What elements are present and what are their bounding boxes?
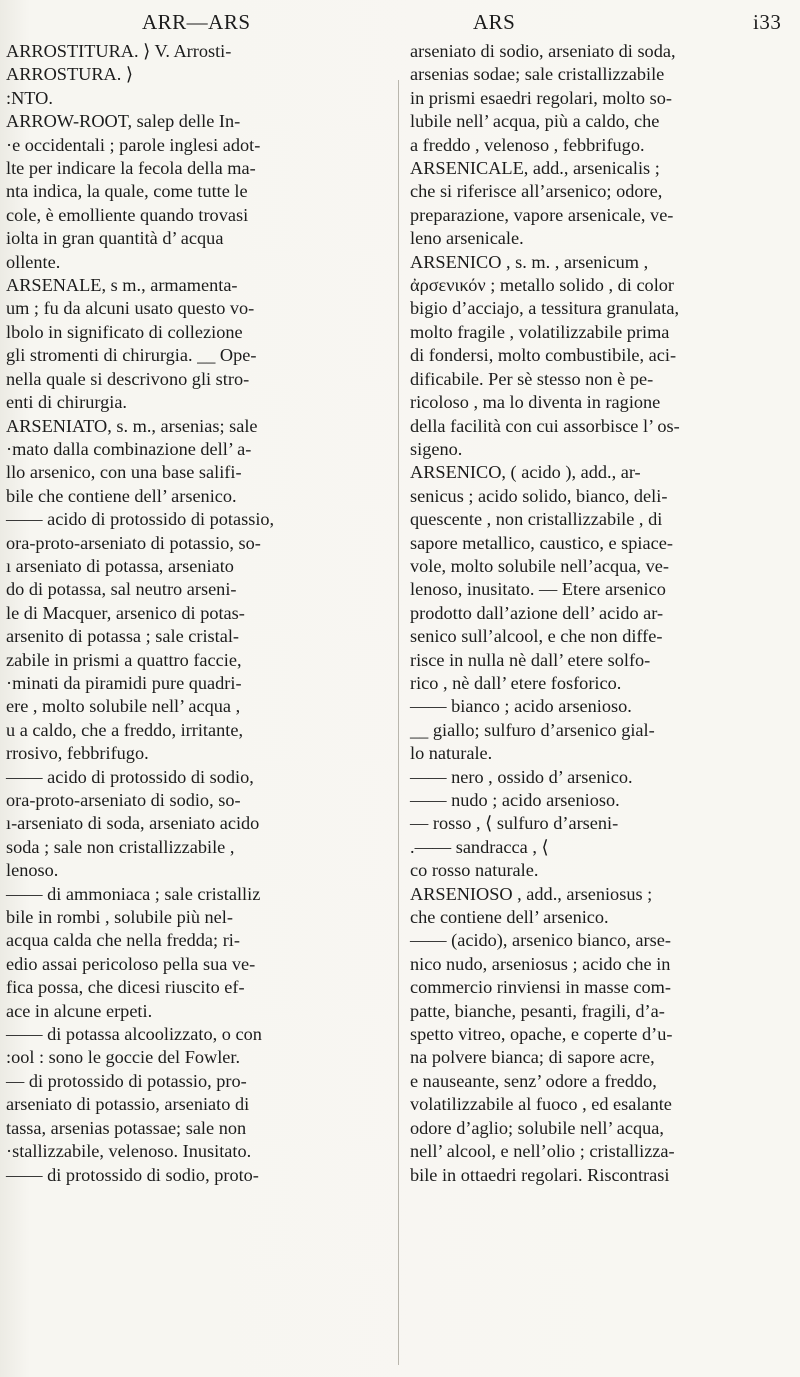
text-line: —— (acido), arsenico bianco, arse- bbox=[410, 930, 671, 951]
text-line: odore d’aglio; solubile nell’ acqua, bbox=[410, 1117, 664, 1138]
text-line: ἀρσενικόν ; metallo solido , di color bbox=[410, 275, 675, 296]
running-head-left-title: ARR—ARS bbox=[142, 10, 251, 34]
text-line: edio assai pericoloso pella sua ve- bbox=[6, 953, 256, 974]
text-line: arsenias sodae; sale cristallizzabile bbox=[410, 64, 665, 85]
text-line: do di potassa, sal neutro arseni- bbox=[6, 579, 237, 600]
text-line: le di Macquer, arsenico di potas- bbox=[6, 602, 245, 623]
text-line: —— di potassa alcoolizzato, o con bbox=[6, 1024, 262, 1045]
text-line: —— nero , ossido d’ arsenico. bbox=[410, 766, 633, 787]
text-line: ı-arseniato di soda, arseniato acido bbox=[6, 813, 260, 834]
text-line: in prismi esaedri regolari, molto so- bbox=[410, 87, 672, 108]
text-line: patte, bianche, pesanti, fragili, d’a- bbox=[410, 1000, 665, 1021]
text-line: — di protossido di potassio, pro- bbox=[6, 1070, 247, 1091]
text-line: co rosso naturale. bbox=[410, 860, 539, 881]
text-line: senicus ; acido solido, bianco, deli- bbox=[410, 485, 668, 506]
text-line: :NTO. bbox=[6, 87, 53, 108]
text-line: spetto vitreo, opache, e coperte d’u- bbox=[410, 1024, 673, 1045]
running-head-right bbox=[473, 10, 782, 36]
text-line: lo naturale. bbox=[410, 743, 493, 764]
text-line: della facilità con cui assorbisce l’ os- bbox=[410, 415, 680, 436]
text-line: leno arsenicale. bbox=[410, 228, 524, 249]
text-line: —— di protossido di sodio, proto- bbox=[6, 1164, 259, 1185]
text-line: che si riferisce all’arsenico; odore, bbox=[410, 181, 663, 202]
text-line: um ; fu da alcuni usato questo vo- bbox=[6, 298, 255, 319]
text-line: nell’ alcool, e nell’olio ; cristallizza- bbox=[410, 1141, 675, 1162]
text-line: soda ; sale non cristallizzabile , bbox=[6, 836, 235, 857]
text-line: tassa, arsenias potassae; sale non bbox=[6, 1117, 247, 1138]
text-line: prodotto dall’azione dell’ acido ar- bbox=[410, 602, 664, 623]
text-line: —— bianco ; acido arsenioso. bbox=[410, 696, 632, 717]
text-line: lenoso. bbox=[6, 860, 59, 881]
text-line: ARSENICO , s. m. , arsenicum , bbox=[410, 251, 649, 272]
text-line: a freddo , velenoso , febbrifugo. bbox=[410, 134, 645, 155]
text-line: lenoso, inusitato. — Etere arsenico bbox=[410, 579, 666, 600]
text-line: ARSENIOSO , add., arseniosus ; bbox=[410, 883, 653, 904]
text-line: ·e occidentali ; parole inglesi adot- bbox=[6, 134, 261, 155]
text-line: gli stromenti di chirurgia. __ Ope- bbox=[6, 345, 257, 366]
text-line: lte per indicare la fecola della ma- bbox=[6, 158, 256, 179]
text-line: zabile in prismi a quattro faccie, bbox=[6, 649, 242, 670]
column-divider bbox=[398, 80, 399, 1365]
text-line: bile che contiene dell’ arsenico. bbox=[6, 485, 237, 506]
text-line: vole, molto solubile nell’acqua, ve- bbox=[410, 555, 669, 576]
text-line: cole, è emolliente quando trovasi bbox=[6, 204, 249, 225]
text-line: na polvere bianca; di sapore acre, bbox=[410, 1047, 655, 1068]
text-line: commercio rinviensi in masse com- bbox=[410, 977, 671, 998]
text-line: ı arseniato di potassa, arseniato bbox=[6, 555, 234, 576]
text-line: che contiene dell’ arsenico. bbox=[410, 907, 609, 928]
text-line: lubile nell’ acqua, più a caldo, che bbox=[410, 111, 660, 132]
text-line: ace in alcune erpeti. bbox=[6, 1000, 153, 1021]
text-line: quescente , non cristallizzabile , di bbox=[410, 509, 663, 530]
text-line: :ool : sono le goccie del Fowler. bbox=[6, 1047, 241, 1068]
text-line: ARROSTURA. ⟩ bbox=[6, 64, 133, 85]
text-line: nella quale si descrivono gli stro- bbox=[6, 368, 250, 389]
text-line: iolta in gran quantità d’ acqua bbox=[6, 228, 224, 249]
text-line: risce in nulla nè dall’ etere solfo- bbox=[410, 649, 651, 670]
text-line: ricoloso , ma lo diventa in ragione bbox=[410, 392, 661, 413]
text-line: arsenito di potassa ; sale cristal- bbox=[6, 626, 240, 647]
left-column bbox=[0, 40, 376, 1187]
text-line: nico nudo, arseniosus ; acido che in bbox=[410, 953, 671, 974]
text-line: ARROW-ROOT, salep delle In- bbox=[6, 111, 241, 132]
text-line: ollente. bbox=[6, 251, 61, 272]
text-line: ARSENICO, ( acido ), add., ar- bbox=[410, 462, 641, 483]
text-line: bile in ottaedri regolari. Riscontrasi bbox=[410, 1164, 670, 1185]
text-line: arseniato di potassio, arseniato di bbox=[6, 1094, 250, 1115]
text-line: ARSENIATO, s. m., arsenias; sale bbox=[6, 415, 258, 436]
text-line: lbolo in significato di collezione bbox=[6, 321, 243, 342]
text-line: preparazione, vapore arsenicale, ve- bbox=[410, 204, 674, 225]
text-line: ·mato dalla combinazione dell’ a- bbox=[6, 438, 252, 459]
text-line: —— nudo ; acido arsenioso. bbox=[410, 790, 620, 810]
text-line: senico sull’alcool, e che non diffe- bbox=[410, 626, 663, 647]
text-line: —— di ammoniaca ; sale cristalliz bbox=[6, 883, 261, 904]
text-line: volatilizzabile al fuoco , ed esalante bbox=[410, 1094, 672, 1115]
running-head-left bbox=[142, 10, 251, 36]
running-head-right-title: ARS bbox=[473, 10, 516, 34]
text-line: sapore metallico, caustico, e spiace- bbox=[410, 532, 673, 553]
text-line: dificabile. Per sè stesso non è pe- bbox=[410, 368, 654, 389]
text-line: llo arsenico, con una base salifi- bbox=[6, 462, 242, 483]
text-line: ere , molto solubile nell’ acqua , bbox=[6, 696, 241, 717]
text-line: .—— sandracca , ⟨ bbox=[410, 836, 549, 857]
text-line: —— acido di protossido di potassio, bbox=[6, 509, 275, 530]
text-line: ora-proto-arseniato di potassio, so- bbox=[6, 532, 261, 553]
text-line: ora-proto-arseniato di sodio, so- bbox=[6, 790, 241, 810]
text-line: e nauseante, senz’ odore a freddo, bbox=[410, 1070, 657, 1091]
text-line: ARROSTITURA. ⟩ V. Arrosti- bbox=[6, 41, 232, 61]
text-line: rrosivo, febbrifugo. bbox=[6, 743, 149, 764]
text-line: nta indica, la quale, come tutte le bbox=[6, 181, 248, 202]
text-line: bile in rombi , solubile più nel- bbox=[6, 907, 233, 928]
text-line: fica possa, che dicesi riuscito ef- bbox=[6, 977, 245, 998]
page-number: i33 bbox=[753, 10, 782, 34]
text-line: ARSENALE, s m., armamenta- bbox=[6, 275, 238, 296]
text-line: arseniato di sodio, arseniato di soda, bbox=[410, 41, 676, 61]
text-line: sigeno. bbox=[410, 438, 463, 459]
text-line: bigio d’acciajo, a tessitura granulata, bbox=[410, 298, 680, 319]
text-line: ARSENICALE, add., arsenicalis ; bbox=[410, 158, 660, 179]
text-line: —— acido di protossido di sodio, bbox=[6, 766, 254, 787]
text-line: ·stallizzabile, velenoso. Inusitato. bbox=[6, 1141, 252, 1162]
text-line: acqua calda che nella fredda; ri- bbox=[6, 930, 240, 951]
text-line: u a caldo, che a freddo, irritante, bbox=[6, 719, 244, 740]
text-line: di fondersi, molto combustibile, aci- bbox=[410, 345, 677, 366]
right-column bbox=[410, 40, 788, 1187]
text-line: — rosso , ⟨ sulfuro d’arseni- bbox=[410, 813, 619, 834]
text-line: enti di chirurgia. bbox=[6, 392, 127, 413]
text-line: ·minati da piramidi pure quadri- bbox=[6, 672, 242, 693]
text-line: __ giallo; sulfuro d’arsenico gial- bbox=[410, 719, 655, 740]
text-line: rico , nè dall’ etere fosforico. bbox=[410, 672, 622, 693]
text-line: molto fragile , volatilizzabile prima bbox=[410, 321, 670, 342]
